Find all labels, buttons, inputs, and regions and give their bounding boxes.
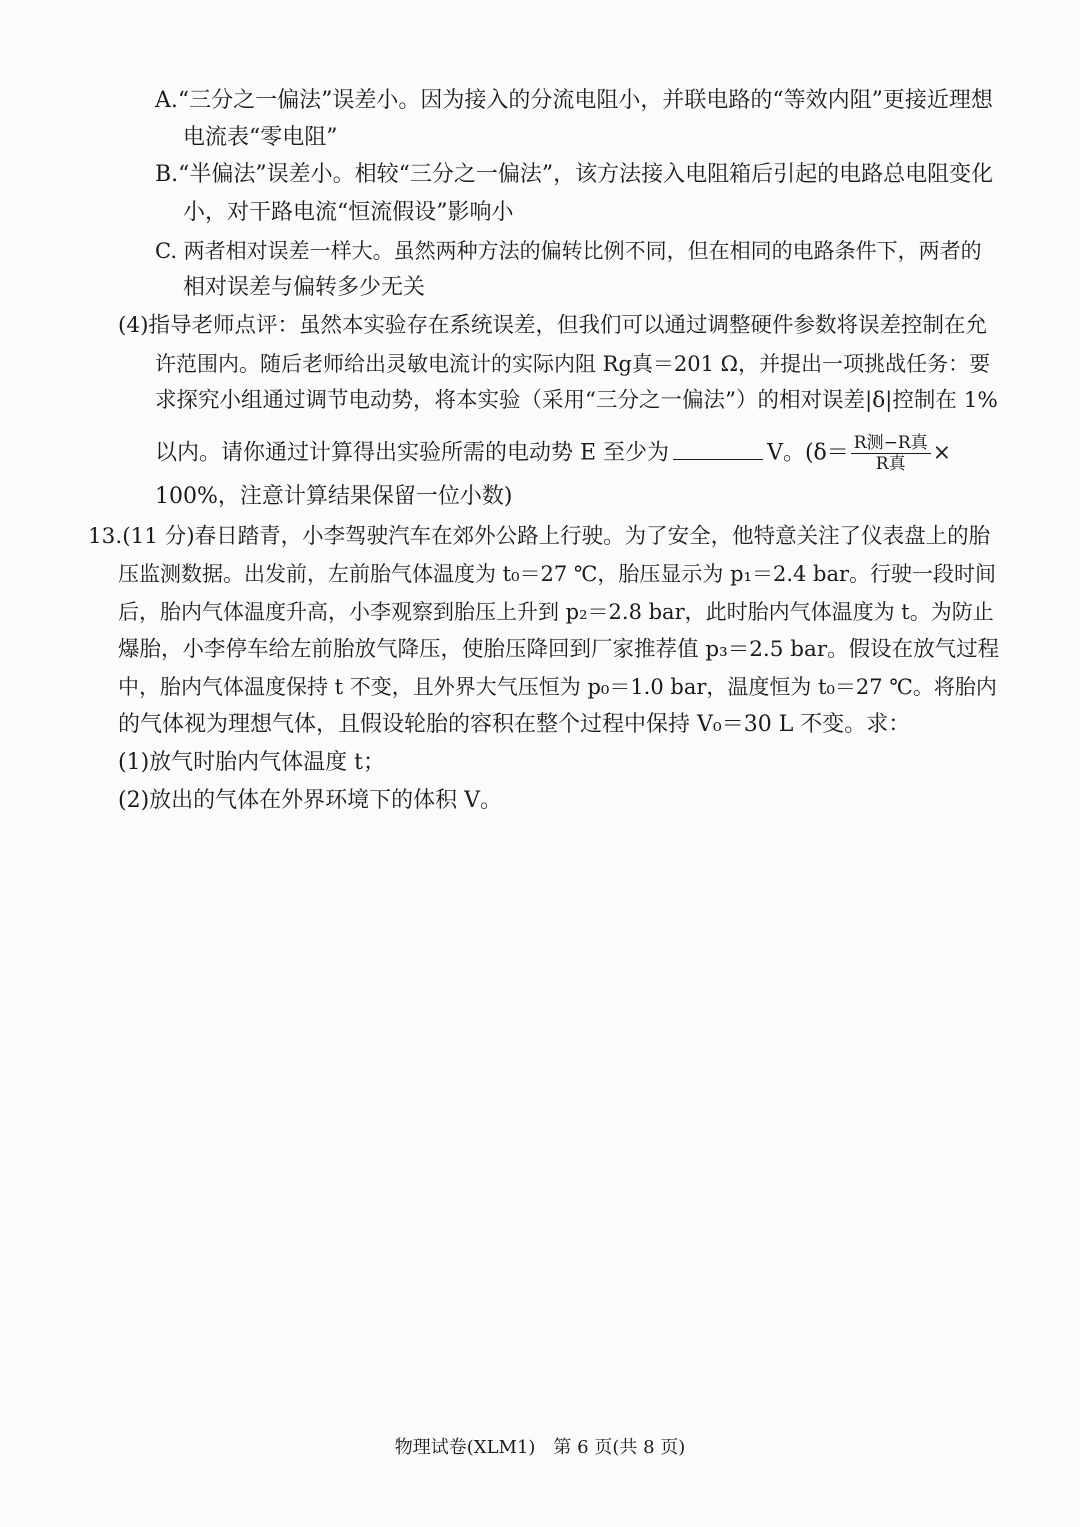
option-a-line2: 电流表“零电阻” xyxy=(183,125,338,150)
q13-subquestion-1: (1)放气时胎内气体温度 t； xyxy=(118,750,385,775)
q13-line5: 中，胎内气体温度保持 t 不变，且外界大气压恒为 p₀＝1.0 bar，温度恒为 t₀＝27 ℃。将胎内 xyxy=(118,675,997,699)
q13-line3: 后，胎内气体温度升高，小李观察到胎压上升到 p₂＝2.8 bar，此时胎内气体温度为 t。为防止 xyxy=(118,600,994,624)
part4-line3: 求探究小组通过调节电动势，将本实验（采用“三分之一偏法”）的相对误差|δ|控制在 1% xyxy=(155,388,998,413)
part4-line2: 许范围内。随后老师给出灵敏电流计的实际内阻 Rg真＝201 Ω，并提出一项挑战任务：要 xyxy=(155,352,991,376)
option-b-line1: B.“半偏法”误差小。相较“三分之一偏法”，该方法接入电阻箱后引起的电路总电阻变化 xyxy=(155,162,994,187)
relative-error-fraction xyxy=(851,433,931,474)
option-c-line1: C. 两者相对误差一样大。虽然两种方法的偏转比例不同，但在相同的电路条件下，两者的 xyxy=(155,239,982,263)
option-c-line2: 相对误差与偏转多少无关 xyxy=(183,275,426,300)
q13-line1: 13.(11 分)春日踏青，小李驾驶汽车在郊外公路上行驶。为了安全，他特意关注了仪表盘上的胎 xyxy=(88,524,991,549)
answer-blank[interactable] xyxy=(673,439,763,460)
q13-line4: 爆胎，小李停车给左前胎放气降压，使胎压降回到厂家推荐值 p₃＝2.5 bar。假设在放气过程 xyxy=(118,637,1000,662)
part4-line4 xyxy=(155,433,951,474)
fraction-denominator: R真 xyxy=(875,454,906,474)
q13-line6: 的气体视为理想气体，且假设轮胎的容积在整个过程中保持 V₀＝30 L 不变。求： xyxy=(118,712,911,737)
part4-line5: 100%，注意计算结果保留一位小数) xyxy=(155,484,513,509)
option-b-line2: 小，对干路电流“恒流假设”影响小 xyxy=(183,200,514,225)
part4-line1: (4)指导老师点评：虽然本实验存在系统误差，但我们可以通过调整硬件参数将误差控制在允 xyxy=(118,313,987,338)
q13-line2: 压监测数据。出发前，左前胎气体温度为 t₀＝27 ℃，胎压显示为 p₁＝2.4 bar。行驶一段时间 xyxy=(118,562,997,586)
part4-line4-text: 以内。请你通过计算得出实验所需的电动势 E 至少为 xyxy=(155,440,670,466)
times-sign: × xyxy=(932,440,952,466)
fraction-numerator: R测−R真 xyxy=(851,433,931,454)
page-footer: 物理试卷(XLM1) 第 6 页(共 8 页) xyxy=(394,1437,686,1458)
option-a-line1: A.“三分之一偏法”误差小。因为接入的分流电阻小，并联电路的“等效内阻”更接近理想 xyxy=(155,88,993,113)
q13-subquestion-2: (2)放出的气体在外界环境下的体积 V。 xyxy=(118,788,503,813)
part4-line4-post: V。(δ＝ xyxy=(767,440,849,466)
